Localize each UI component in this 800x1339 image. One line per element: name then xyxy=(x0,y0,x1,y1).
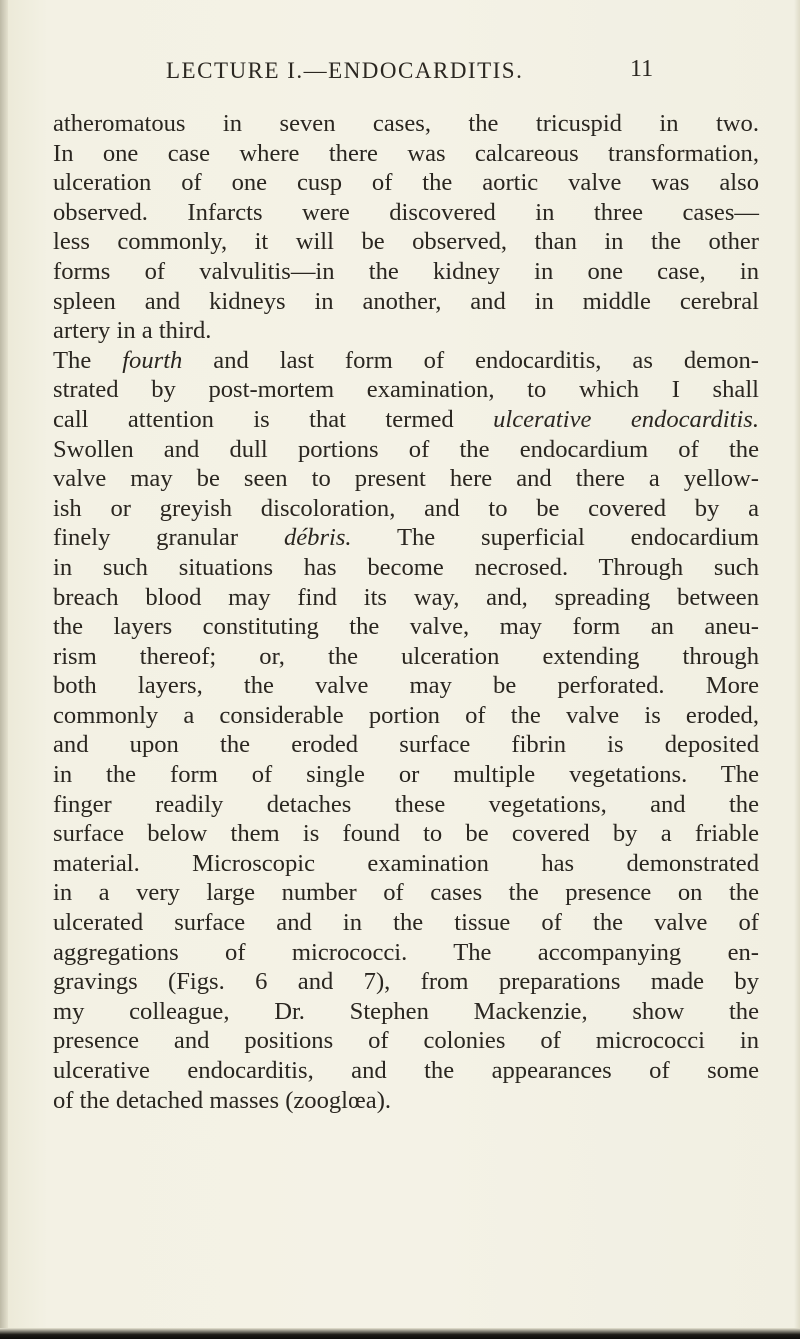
italic-text: débris. xyxy=(283,524,352,552)
text-line xyxy=(53,198,759,228)
text-segment: ulceration of one cusp of the aortic valve was also xyxy=(53,169,759,197)
text-segment: forms of valvulitis—in the kidney in one case, in xyxy=(53,257,759,285)
text-segment: The superficial endocardium xyxy=(351,524,759,552)
page-bottom-edge xyxy=(0,1328,800,1339)
text-line xyxy=(53,553,759,583)
text-segment: valve may be seen to present here and there a yellow- xyxy=(53,465,759,493)
text-segment: gravings (Figs. 6 and 7), from preparations made by xyxy=(53,968,759,996)
text-line xyxy=(53,1086,759,1116)
text-line xyxy=(53,1056,759,1086)
text-line xyxy=(53,760,759,790)
italic-text: fourth xyxy=(122,346,183,374)
page-edge-shade xyxy=(794,0,800,1339)
text-segment: presence and positions of colonies of micrococci in xyxy=(53,1027,759,1055)
text-segment: in such situations has become necrosed. Through such xyxy=(53,553,759,581)
text-line xyxy=(53,730,759,760)
text-segment: in the form of single or multiple vegetations. The xyxy=(53,761,759,789)
text-line xyxy=(53,908,759,938)
text-line xyxy=(53,494,759,524)
text-segment: both layers, the valve may be perforated. More xyxy=(53,672,759,700)
page-number: 11 xyxy=(630,56,654,82)
text-line xyxy=(53,435,759,465)
text-segment: call attention is that termed xyxy=(53,405,494,433)
text-segment: rism thereof; or, the ulceration extending through xyxy=(53,642,759,670)
text-line xyxy=(53,878,759,908)
text-line xyxy=(53,257,759,287)
text-line xyxy=(53,997,759,1027)
text-segment: artery in a third. xyxy=(53,317,212,345)
text-line xyxy=(53,612,759,642)
text-segment: material. Microscopic examination has demonstrated xyxy=(53,849,759,877)
text-segment: of the detached masses (zooglœa). xyxy=(53,1086,392,1114)
text-segment: my colleague, Dr. Stephen Mackenzie, show the xyxy=(53,997,759,1025)
text-segment: observed. Infarcts were discovered in three cases— xyxy=(53,198,759,226)
text-line xyxy=(53,849,759,879)
text-line xyxy=(53,1026,759,1056)
running-title: LECTURE I.—ENDOCARDITIS. xyxy=(166,58,524,83)
text-line xyxy=(53,405,759,435)
text-line xyxy=(53,316,759,346)
text-line xyxy=(53,790,759,820)
text-line xyxy=(53,287,759,317)
text-line xyxy=(53,139,759,169)
text-segment: in a very large number of cases the presence on the xyxy=(53,879,759,907)
text-line xyxy=(53,346,759,376)
text-line xyxy=(53,375,759,405)
text-segment: aggregations of micrococci. The accompanying en- xyxy=(53,938,759,966)
text-segment: Swollen and dull portions of the endocardium of the xyxy=(53,435,759,463)
text-segment: atheromatous in seven cases, the tricuspid in two. xyxy=(53,110,759,137)
text-segment: ulcerated surface and in the tissue of the valve of xyxy=(53,909,759,937)
body-text xyxy=(53,109,759,1115)
italic-text: ulcerative endocarditis. xyxy=(493,405,760,433)
text-segment: ish or greyish discoloration, and to be covered by a xyxy=(53,494,759,522)
text-segment: and upon the eroded surface fibrin is deposited xyxy=(53,731,759,759)
text-segment: and last form of endocarditis, as demon- xyxy=(182,346,759,374)
text-line xyxy=(53,967,759,997)
text-line xyxy=(53,819,759,849)
text-line xyxy=(53,671,759,701)
text-line xyxy=(53,701,759,731)
text-line xyxy=(53,168,759,198)
text-segment: In one case where there was calcareous transformation, xyxy=(53,139,759,167)
text-line xyxy=(53,642,759,672)
text-line xyxy=(53,464,759,494)
text-segment: finely granular xyxy=(53,524,284,552)
text-segment: strated by post-mortem examination, to which I shall xyxy=(53,376,759,404)
text-segment: ulcerative endocarditis, and the appearances of some xyxy=(53,1057,759,1084)
text-line xyxy=(53,109,759,139)
page-gutter-shadow xyxy=(0,0,8,1339)
text-segment: breach blood may find its way, and, spreading between xyxy=(53,583,759,611)
text-line xyxy=(53,523,759,553)
text-segment: the layers constituting the valve, may form an aneu- xyxy=(53,613,759,641)
text-segment: less commonly, it will be observed, than in the other xyxy=(53,228,759,256)
text-segment: commonly a considerable portion of the valve is eroded, xyxy=(53,701,759,729)
text-segment: The xyxy=(53,346,123,374)
text-segment: surface below them is found to be covered by a friable xyxy=(53,820,759,848)
text-segment: spleen and kidneys in another, and in middle cerebral xyxy=(53,287,759,315)
running-head xyxy=(0,58,800,94)
text-line xyxy=(53,227,759,257)
text-line xyxy=(53,583,759,613)
text-segment: finger readily detaches these vegetations, and the xyxy=(53,790,759,818)
text-line xyxy=(53,938,759,968)
